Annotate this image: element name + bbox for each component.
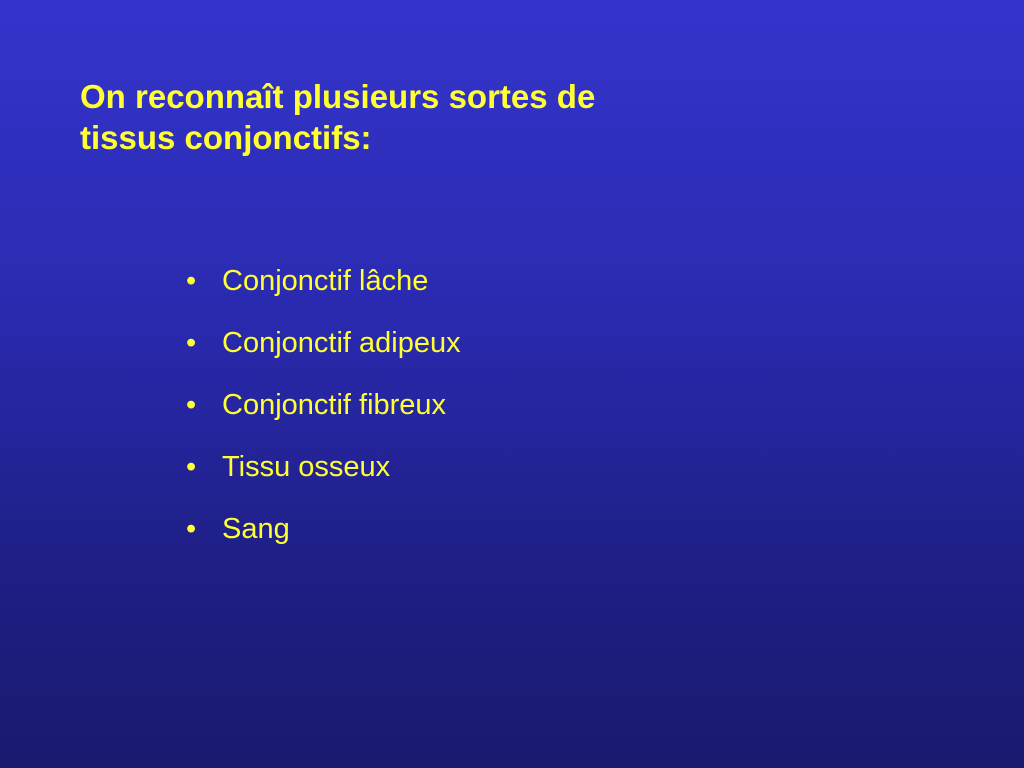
bullet-item-conjonctif-adipeux <box>186 322 461 384</box>
bullet-icon: • <box>186 513 197 545</box>
bullet-icon: • <box>186 451 197 483</box>
bullet-text: Tissu osseux <box>222 451 391 483</box>
bullet-item-tissu-osseux <box>186 446 461 508</box>
bullet-icon: • <box>186 327 197 359</box>
bullet-text: Conjonctif lâche <box>222 265 429 297</box>
slide-title-line-2: tissus conjonctifs: <box>80 119 372 156</box>
bullet-item-sang <box>186 508 461 570</box>
bullet-item-conjonctif-fibreux <box>186 384 461 446</box>
bullet-text: Conjonctif fibreux <box>222 389 447 421</box>
bullet-list <box>186 260 461 570</box>
bullet-text: Sang <box>222 513 290 545</box>
bullet-text: Conjonctif adipeux <box>222 327 461 359</box>
bullet-item-conjonctif-lache <box>186 260 461 322</box>
bullet-icon: • <box>186 389 197 421</box>
slide-title <box>80 76 780 158</box>
slide-title-line-1: On reconnaît plusieurs sortes de <box>80 78 596 115</box>
bullet-icon: • <box>186 265 197 297</box>
